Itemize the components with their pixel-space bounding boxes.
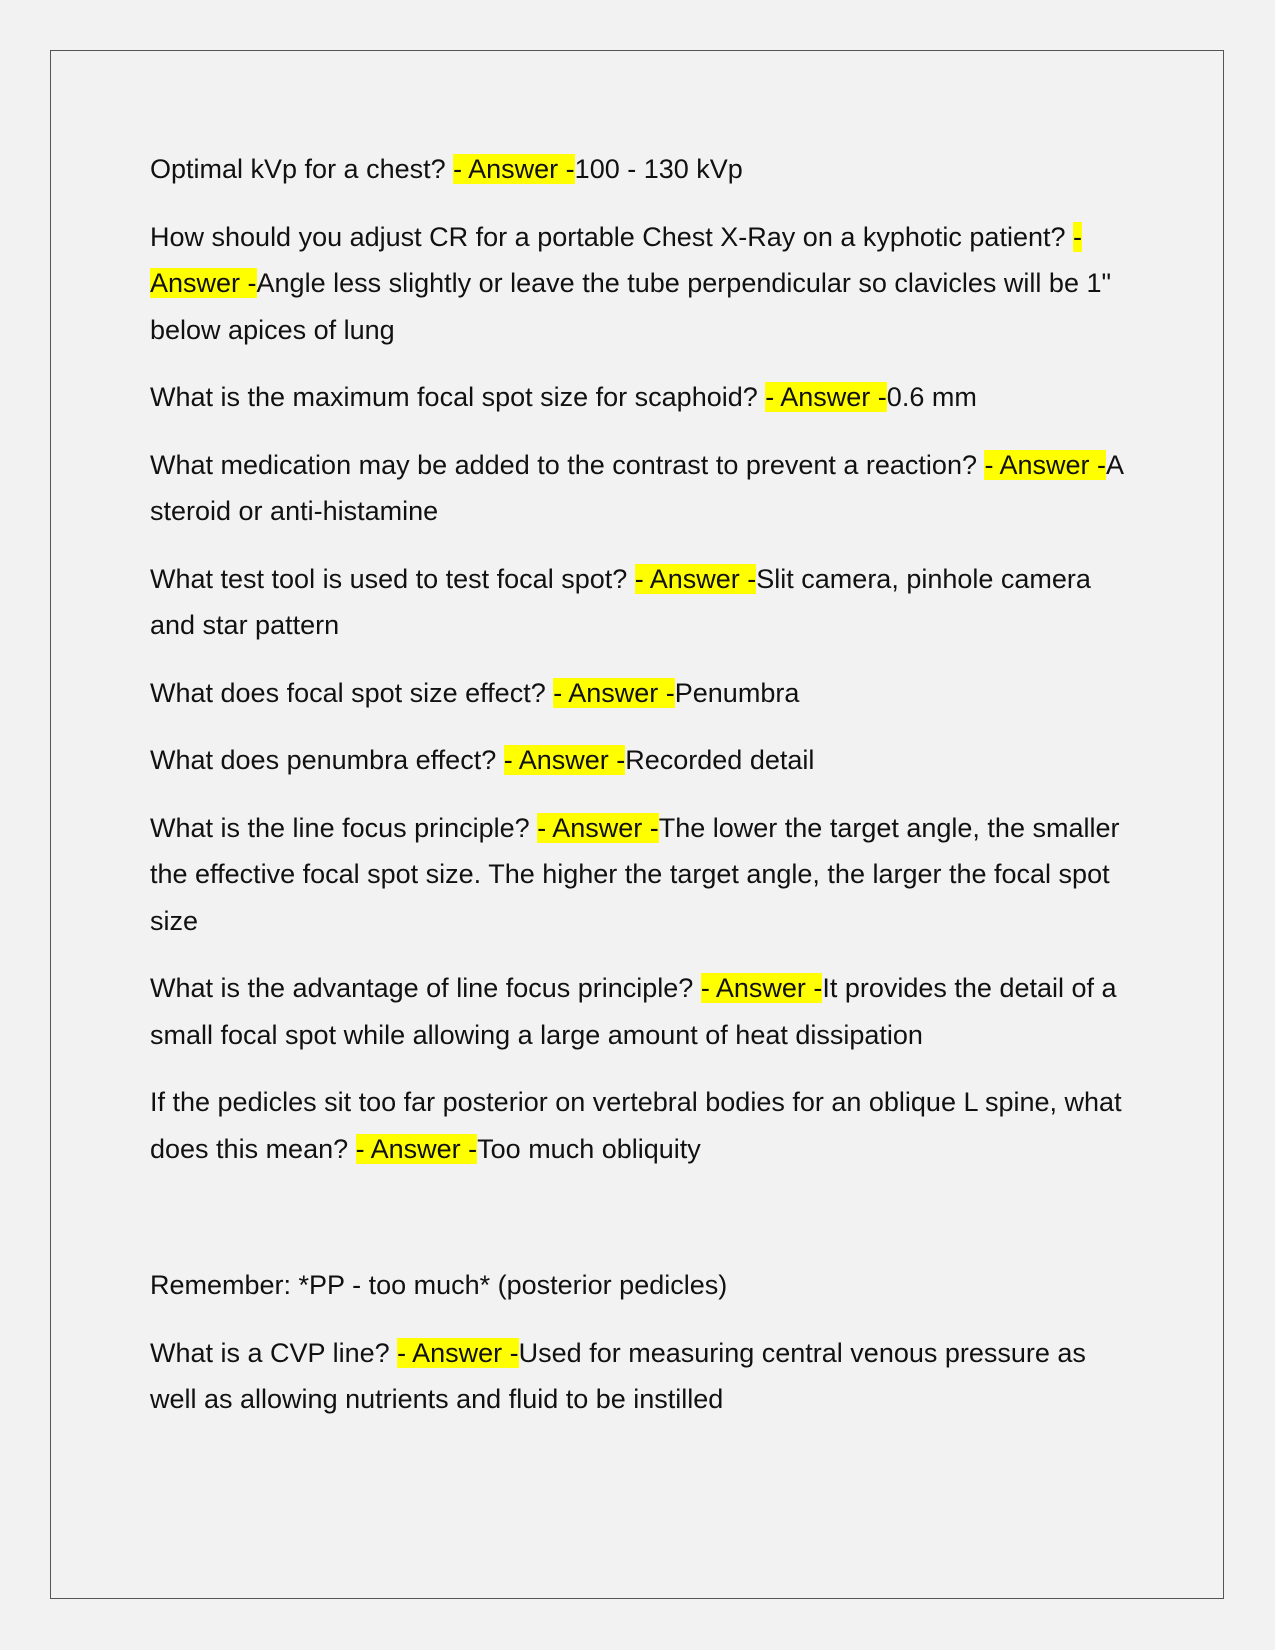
question-text: What does focal spot size effect? <box>150 677 554 708</box>
answer-text: Penumbra <box>674 677 800 708</box>
qa-item <box>150 670 1135 717</box>
document-body <box>150 146 1135 1444</box>
qa-item <box>150 1079 1135 1172</box>
answer-marker: - Answer - <box>765 382 887 412</box>
answer-marker: - Answer - <box>150 221 1082 298</box>
qa-item <box>150 965 1135 1058</box>
answer-marker: - Answer - <box>397 1337 519 1368</box>
answer-marker: - Answer - <box>503 745 626 775</box>
qa-item <box>150 1330 1135 1423</box>
qa-item <box>150 737 1135 784</box>
answer-marker: - Answer - <box>453 154 575 184</box>
answer-text: 0.6 mm <box>886 382 977 412</box>
question-text: What is the maximum focal spot size for scaphoid? <box>150 382 766 412</box>
answer-text: Slit camera, pinhole camera and star pattern <box>150 563 1091 640</box>
answer-marker: - Answer - <box>537 812 659 843</box>
answer-marker: - Answer - <box>984 449 1107 480</box>
remember-note: Remember: *PP - too much* (posterior pedicles) <box>150 1270 728 1300</box>
answer-text: Used for measuring central venous pressure as well as allowing nutrients and fluid to be instilled <box>150 1337 1086 1414</box>
question-text: Optimal kVp for a chest? <box>150 154 454 184</box>
question-text: What test tool is used to test focal spot? <box>150 563 635 594</box>
question-text: What is a CVP line? <box>150 1337 398 1368</box>
question-text: If the pedicles sit too far posterior on vertebral bodies for an oblique L spine, what does this mean? <box>150 1087 1122 1164</box>
question-text: What does penumbra effect? <box>150 745 504 775</box>
answer-text: 100 - 130 kVp <box>574 154 743 184</box>
answer-text: The lower the target angle, the smaller the effective focal spot size. The higher the target angle, the larger the focal spot size <box>150 812 1120 936</box>
answer-text: Angle less slightly or leave the tube perpendicular so clavicles will be 1" below apices of lung <box>150 268 1112 345</box>
qa-item <box>150 442 1135 535</box>
question-text: What is the advantage of line focus principle? <box>150 973 701 1003</box>
question-text: How should you adjust CR for a portable Chest X-Ray on a kyphotic patient? <box>150 221 1073 252</box>
qa-item <box>150 146 1135 193</box>
answer-text: A steroid or anti-histamine <box>150 449 1123 526</box>
answer-text: It provides the detail of a small focal spot while allowing a large amount of heat dissipation <box>150 973 1117 1050</box>
answer-marker: - Answer - <box>553 677 675 708</box>
question-text: What medication may be added to the contrast to prevent a reaction? <box>150 449 985 480</box>
qa-item <box>150 214 1135 354</box>
answer-text: Too much obliquity <box>477 1133 701 1164</box>
question-text: What is the line focus principle? <box>150 812 538 843</box>
answer-text: Recorded detail <box>625 745 815 775</box>
answer-marker: - Answer - <box>700 973 823 1003</box>
qa-item <box>150 556 1135 649</box>
answer-marker: - Answer - <box>355 1133 478 1164</box>
qa-item <box>150 374 1135 421</box>
answer-marker: - Answer - <box>634 563 757 594</box>
qa-item <box>150 805 1135 945</box>
